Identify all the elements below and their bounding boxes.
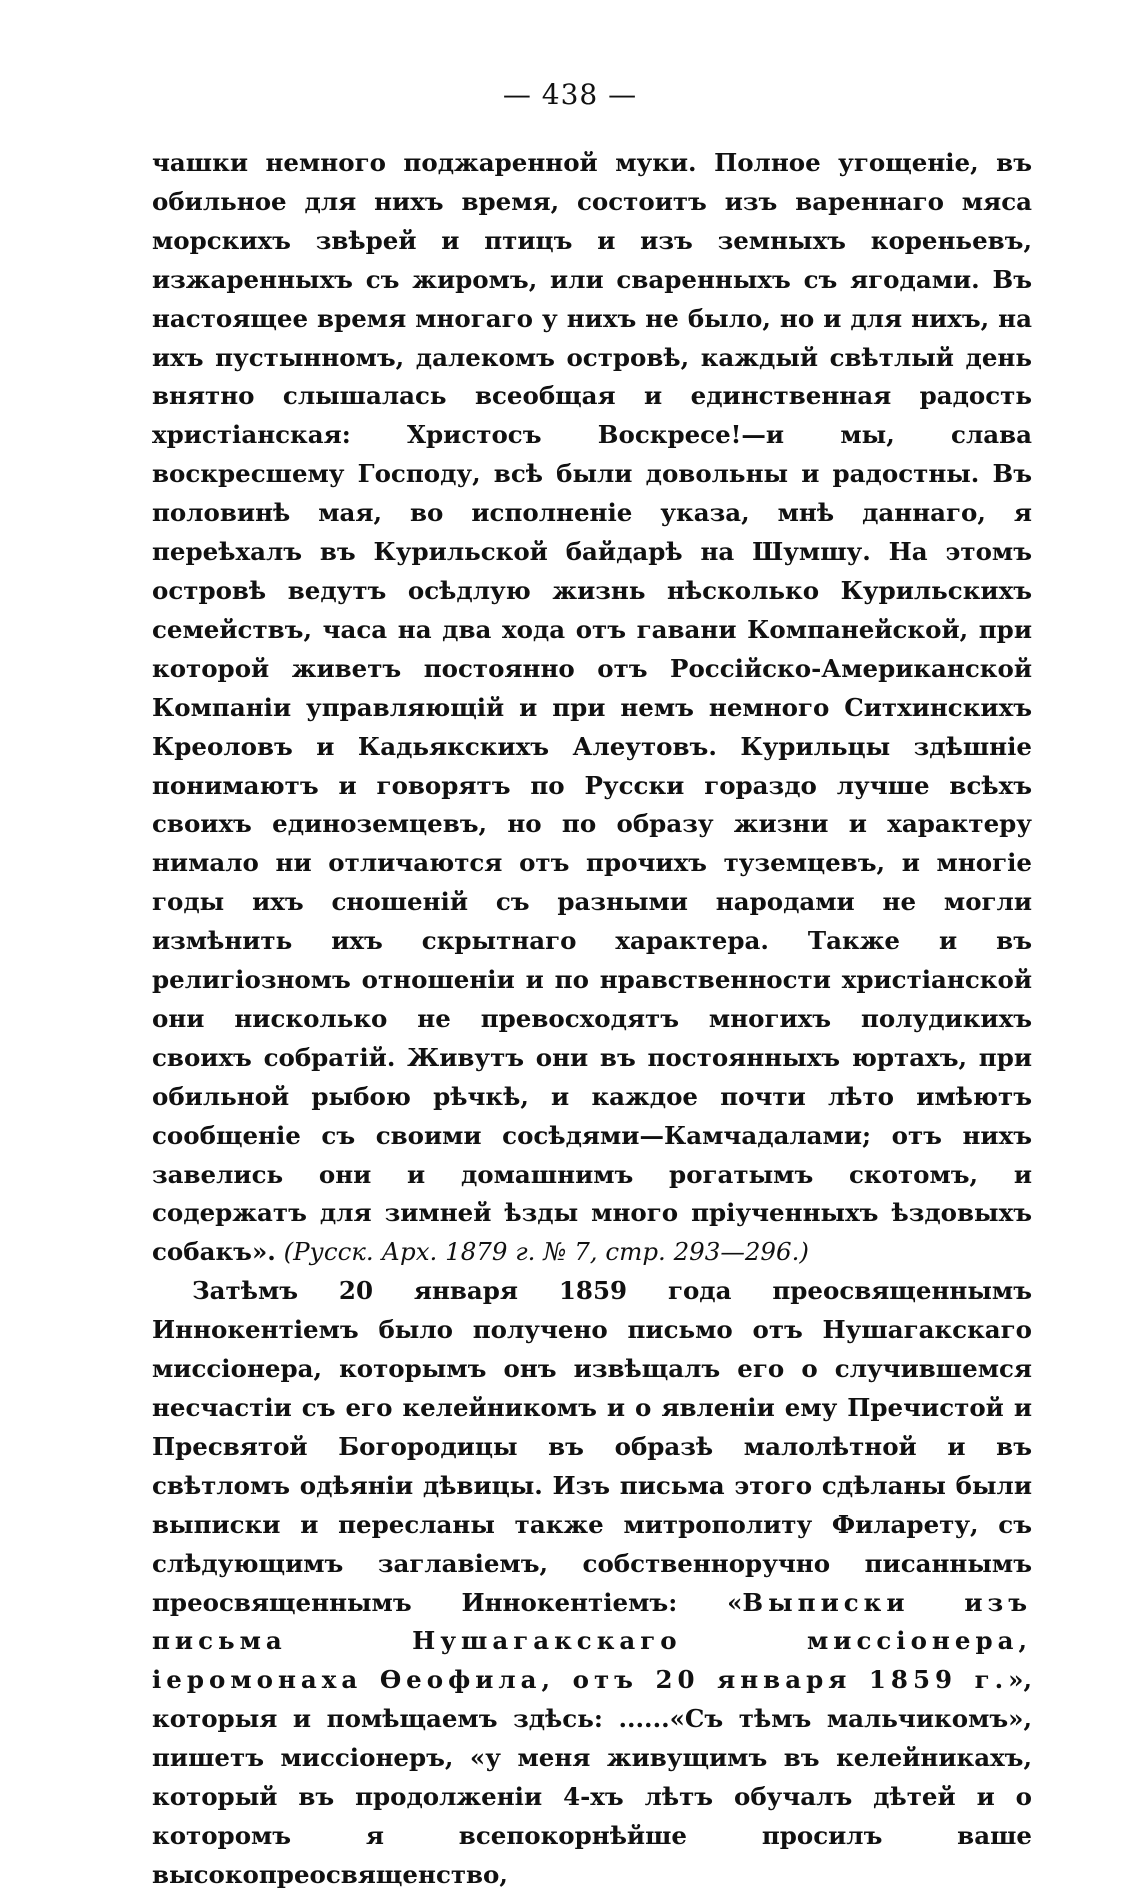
paragraph-quote-text: чашки немного поджаренной муки. Полное угощеніе, въ обильное для нихъ время, состоитъ изъ вареннаго мяса морскихъ звѣрей и птицъ и изъ земныхъ кореньевъ, изжаренныхъ съ жиромъ, или сваренныхъ съ ягодами. Въ настоящее время многаго у нихъ не было, но и для нихъ, на ихъ пустынномъ, далекомъ островѣ, каждый свѣтлый день внятно слышалась всеобщая и единственная радость христіанская: Христосъ Воскресе!—и мы, слава воскресшему Господу, всѣ были довольны и радостны. Въ половинѣ мая, во исполненіе указа, мнѣ даннаго, я переѣхалъ въ Курильской байдарѣ на Шумшу. На этомъ островѣ ведутъ осѣдлую жизнь нѣсколько Курильскихъ семействъ, часа на два хода отъ гавани Компанейской, при которой живетъ постоянно отъ Россійско-Американской Компаніи управляющій и при немъ немного Ситхинскихъ Креоловъ и Кадьякскихъ Алеутовъ. Курильцы здѣшніе понимаютъ и говорятъ по Русски гораздо лучше всѣхъ своихъ единоземцевъ, но по образу жизни и характеру нимало ни отличаются отъ прочихъ туземцевъ, и многіе годы ихъ сношеній съ разными народами не могли измѣнить ихъ скрытнаго характера. Также и въ религіозномъ отношеніи и по нравственности христіанской они нисколько не превосходятъ многихъ полудикихъ своихъ собратій. Живутъ они въ постоянныхъ юртахъ, при обильной рыбою рѣчкѣ, и каждое почти лѣто имѣютъ сообщеніе съ своими сосѣдями—Камчадалами; отъ нихъ завелись они и домашнимъ рогатымъ скотомъ, и содержатъ для зимней ѣзды много пріученныхъ ѣздовыхъ собакъ». [152, 148, 1032, 1267]
paragraph-quote [152, 144, 1032, 1272]
paragraph-letter-intro: Затѣмъ 20 января 1859 года преосвященнымъ Иннокентіемъ было получено письмо отъ Нушагакскаго миссіонера, которымъ онъ извѣщалъ его о случившемся несчастіи съ его келейникомъ и о явленіи ему Пречистой и Пресвятой Богородицы въ образѣ малолѣтной и въ свѣтломъ одѣяніи дѣвицы. Изъ письма этого сдѣланы были выписки и пересланы также митрополиту Филарету, съ слѣдующимъ заглавіемъ, собственноручно писаннымъ преосвященнымъ Иннокентіемъ: « [152, 1276, 1032, 1617]
paragraph-letter-continuation: », которыя и помѣщаемъ здѣсь: ......«Съ тѣмъ мальчикомъ», пишетъ миссіонеръ, «у меня живущимъ въ келейникахъ, который въ продолженіи 4-хъ лѣтъ обучалъ дѣтей и о которомъ я всепокорнѣйше просилъ ваше высокопреосвященство, [152, 1665, 1032, 1889]
text-body [152, 144, 1032, 1895]
letter-title: Выписки изъ письма Нушагакскаго миссіонера, іеромонаха Ѳеофила, отъ 20 января 1859 г. [152, 1587, 1032, 1695]
paragraph-letter [152, 1272, 1032, 1895]
page-number: — 438 — [502, 78, 638, 111]
citation: (Русск. Арх. 1879 г. № 7, стр. 293—296.) [275, 1237, 809, 1267]
